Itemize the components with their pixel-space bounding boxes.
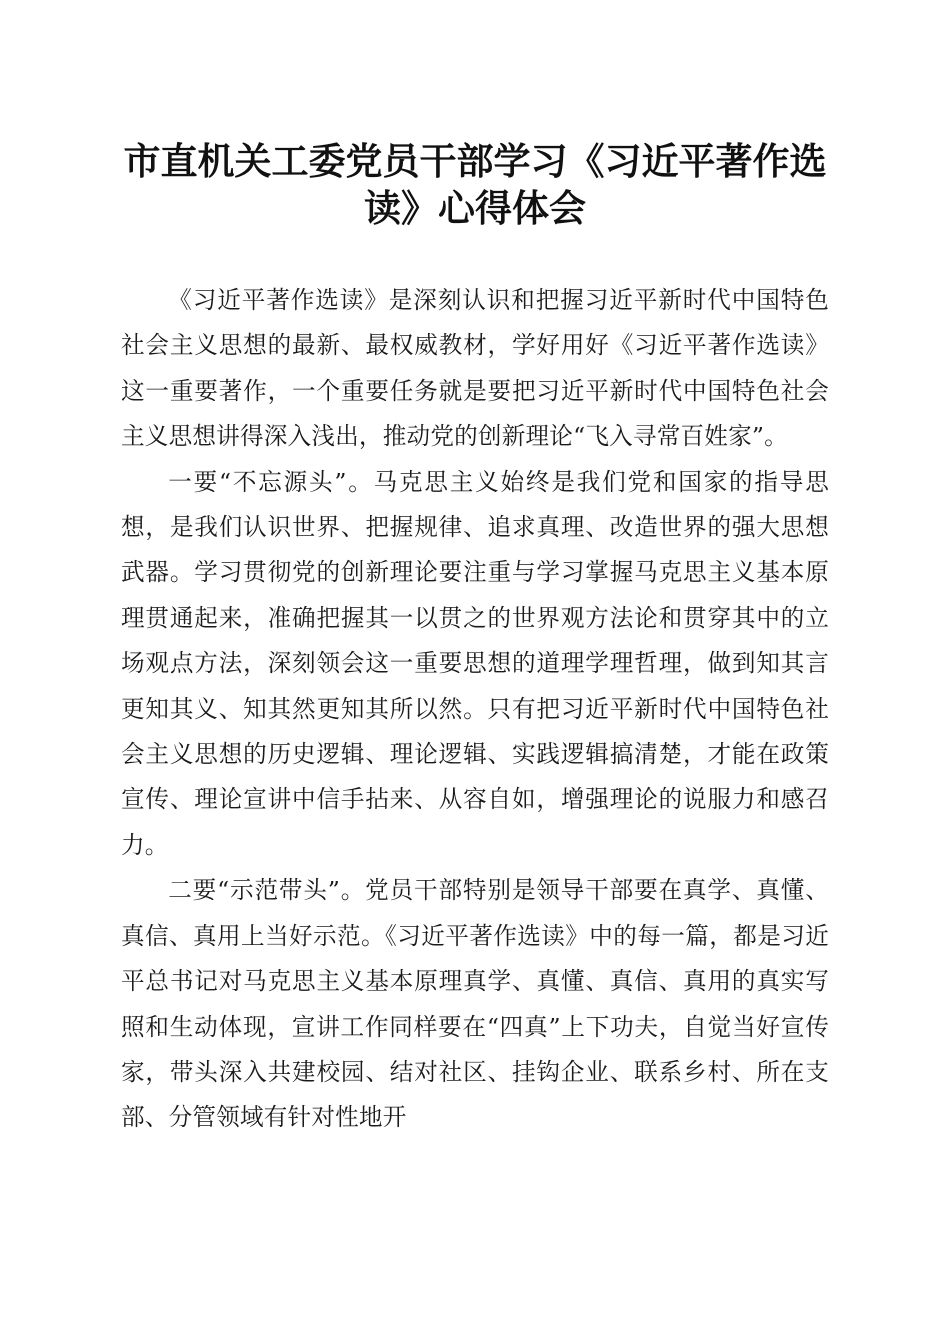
paragraph-point-two: 二要“示范带头”。党员干部特别是领导干部要在真学、真懂、真信、真用上当好示范。《习近平著作选读》中的每一篇，都是习近平总书记对马克思主义基本原理真学、真懂、真信、真用的真实写照和生动体现，宣讲工作同样要在“四真”上下功夫，自觉当好宣传家，带头深入共建校园、结对社区、挂钩企业、联系乡村、所在支部、分管领域有针对性地开 [121,876,829,1132]
document-body [121,278,829,1141]
document-title: 市直机关工委党员干部学习《习近平著作选读》心得体会 [123,139,827,230]
paragraph-intro: 《习近平著作选读》是深刻认识和把握习近平新时代中国特色社会主义思想的最新、最权威教材，学好用好《习近平著作选读》这一重要著作，一个重要任务就是要把习近平新时代中国特色社会主义思想讲得深入浅出，推动党的创新理论“飞入寻常百姓家”。 [121,286,829,451]
paragraph-point-one: 一要“不忘源头”。马克思主义始终是我们党和国家的指导思想，是我们认识世界、把握规律、追求真理、改造世界的强大思想武器。学习贯彻党的创新理论要注重与学习掌握马克思主义基本原理贯通起来，准确把握其一以贯之的世界观方法论和贯穿其中的立场观点方法，深刻领会这一重要思想的道理学理哲理，做到知其言更知其义、知其然更知其所以然。只有把习近平新时代中国特色社会主义思想的历史逻辑、理论逻辑、实践逻辑搞清楚，才能在政策宣传、理论宣讲中信手拈来、从容自如，增强理论的说服力和感召力。 [121,467,829,859]
